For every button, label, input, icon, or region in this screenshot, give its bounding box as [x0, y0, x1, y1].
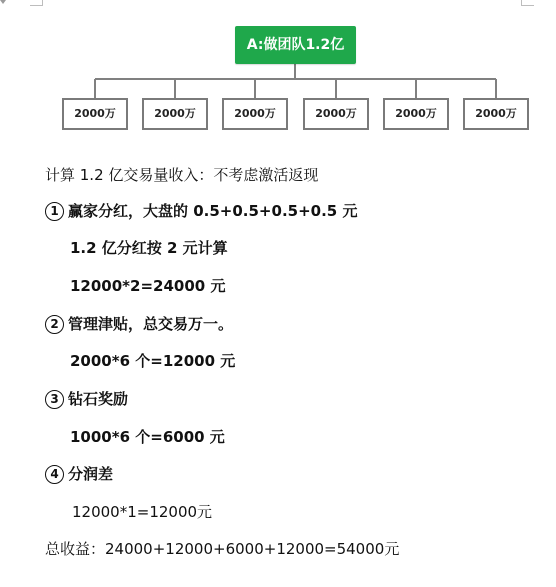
circled-number-4: 4 — [45, 465, 64, 484]
org-child-node-6: 2000万 — [463, 98, 529, 130]
org-chart — [0, 0, 556, 140]
item-4-title: 分润差 — [68, 465, 114, 483]
item-1-line-2: 12000*2=24000 元 — [70, 277, 226, 295]
org-child-node-3: 2000万 — [222, 98, 288, 130]
item-2-title: 管理津贴，总交易万一。 — [68, 315, 234, 333]
circled-number-3: 3 — [45, 390, 64, 409]
item-4-line-1: 12000*1=12000元 — [72, 503, 213, 521]
org-child-node-2: 2000万 — [142, 98, 208, 130]
total-line: 总收益：24000+12000+6000+12000=54000元 — [45, 540, 400, 558]
item-1-line-1: 1.2 亿分红按 2 元计算 — [70, 239, 228, 257]
org-root-node: A:做团队1.2亿 — [235, 26, 356, 64]
circled-number-1: 1 — [45, 202, 64, 221]
circled-number-2: 2 — [45, 315, 64, 334]
item-1-heading — [45, 200, 357, 222]
org-child-node-4: 2000万 — [303, 98, 369, 130]
item-1-title: 赢家分红，大盘的 0.5+0.5+0.5+0.5 元 — [68, 202, 358, 220]
item-3-line-1: 1000*6 个=6000 元 — [70, 428, 225, 446]
item-3-title: 钻石奖励 — [68, 390, 129, 408]
item-2-heading — [45, 313, 233, 335]
intro-line: 计算 1.2 亿交易量收入：不考虑激活返现 — [45, 166, 319, 184]
item-3-heading — [45, 388, 128, 410]
item-2-line-1: 2000*6 个=12000 元 — [70, 352, 236, 370]
org-child-node-5: 2000万 — [383, 98, 449, 130]
item-4-heading — [45, 463, 113, 485]
org-child-node-1: 2000万 — [62, 98, 128, 130]
